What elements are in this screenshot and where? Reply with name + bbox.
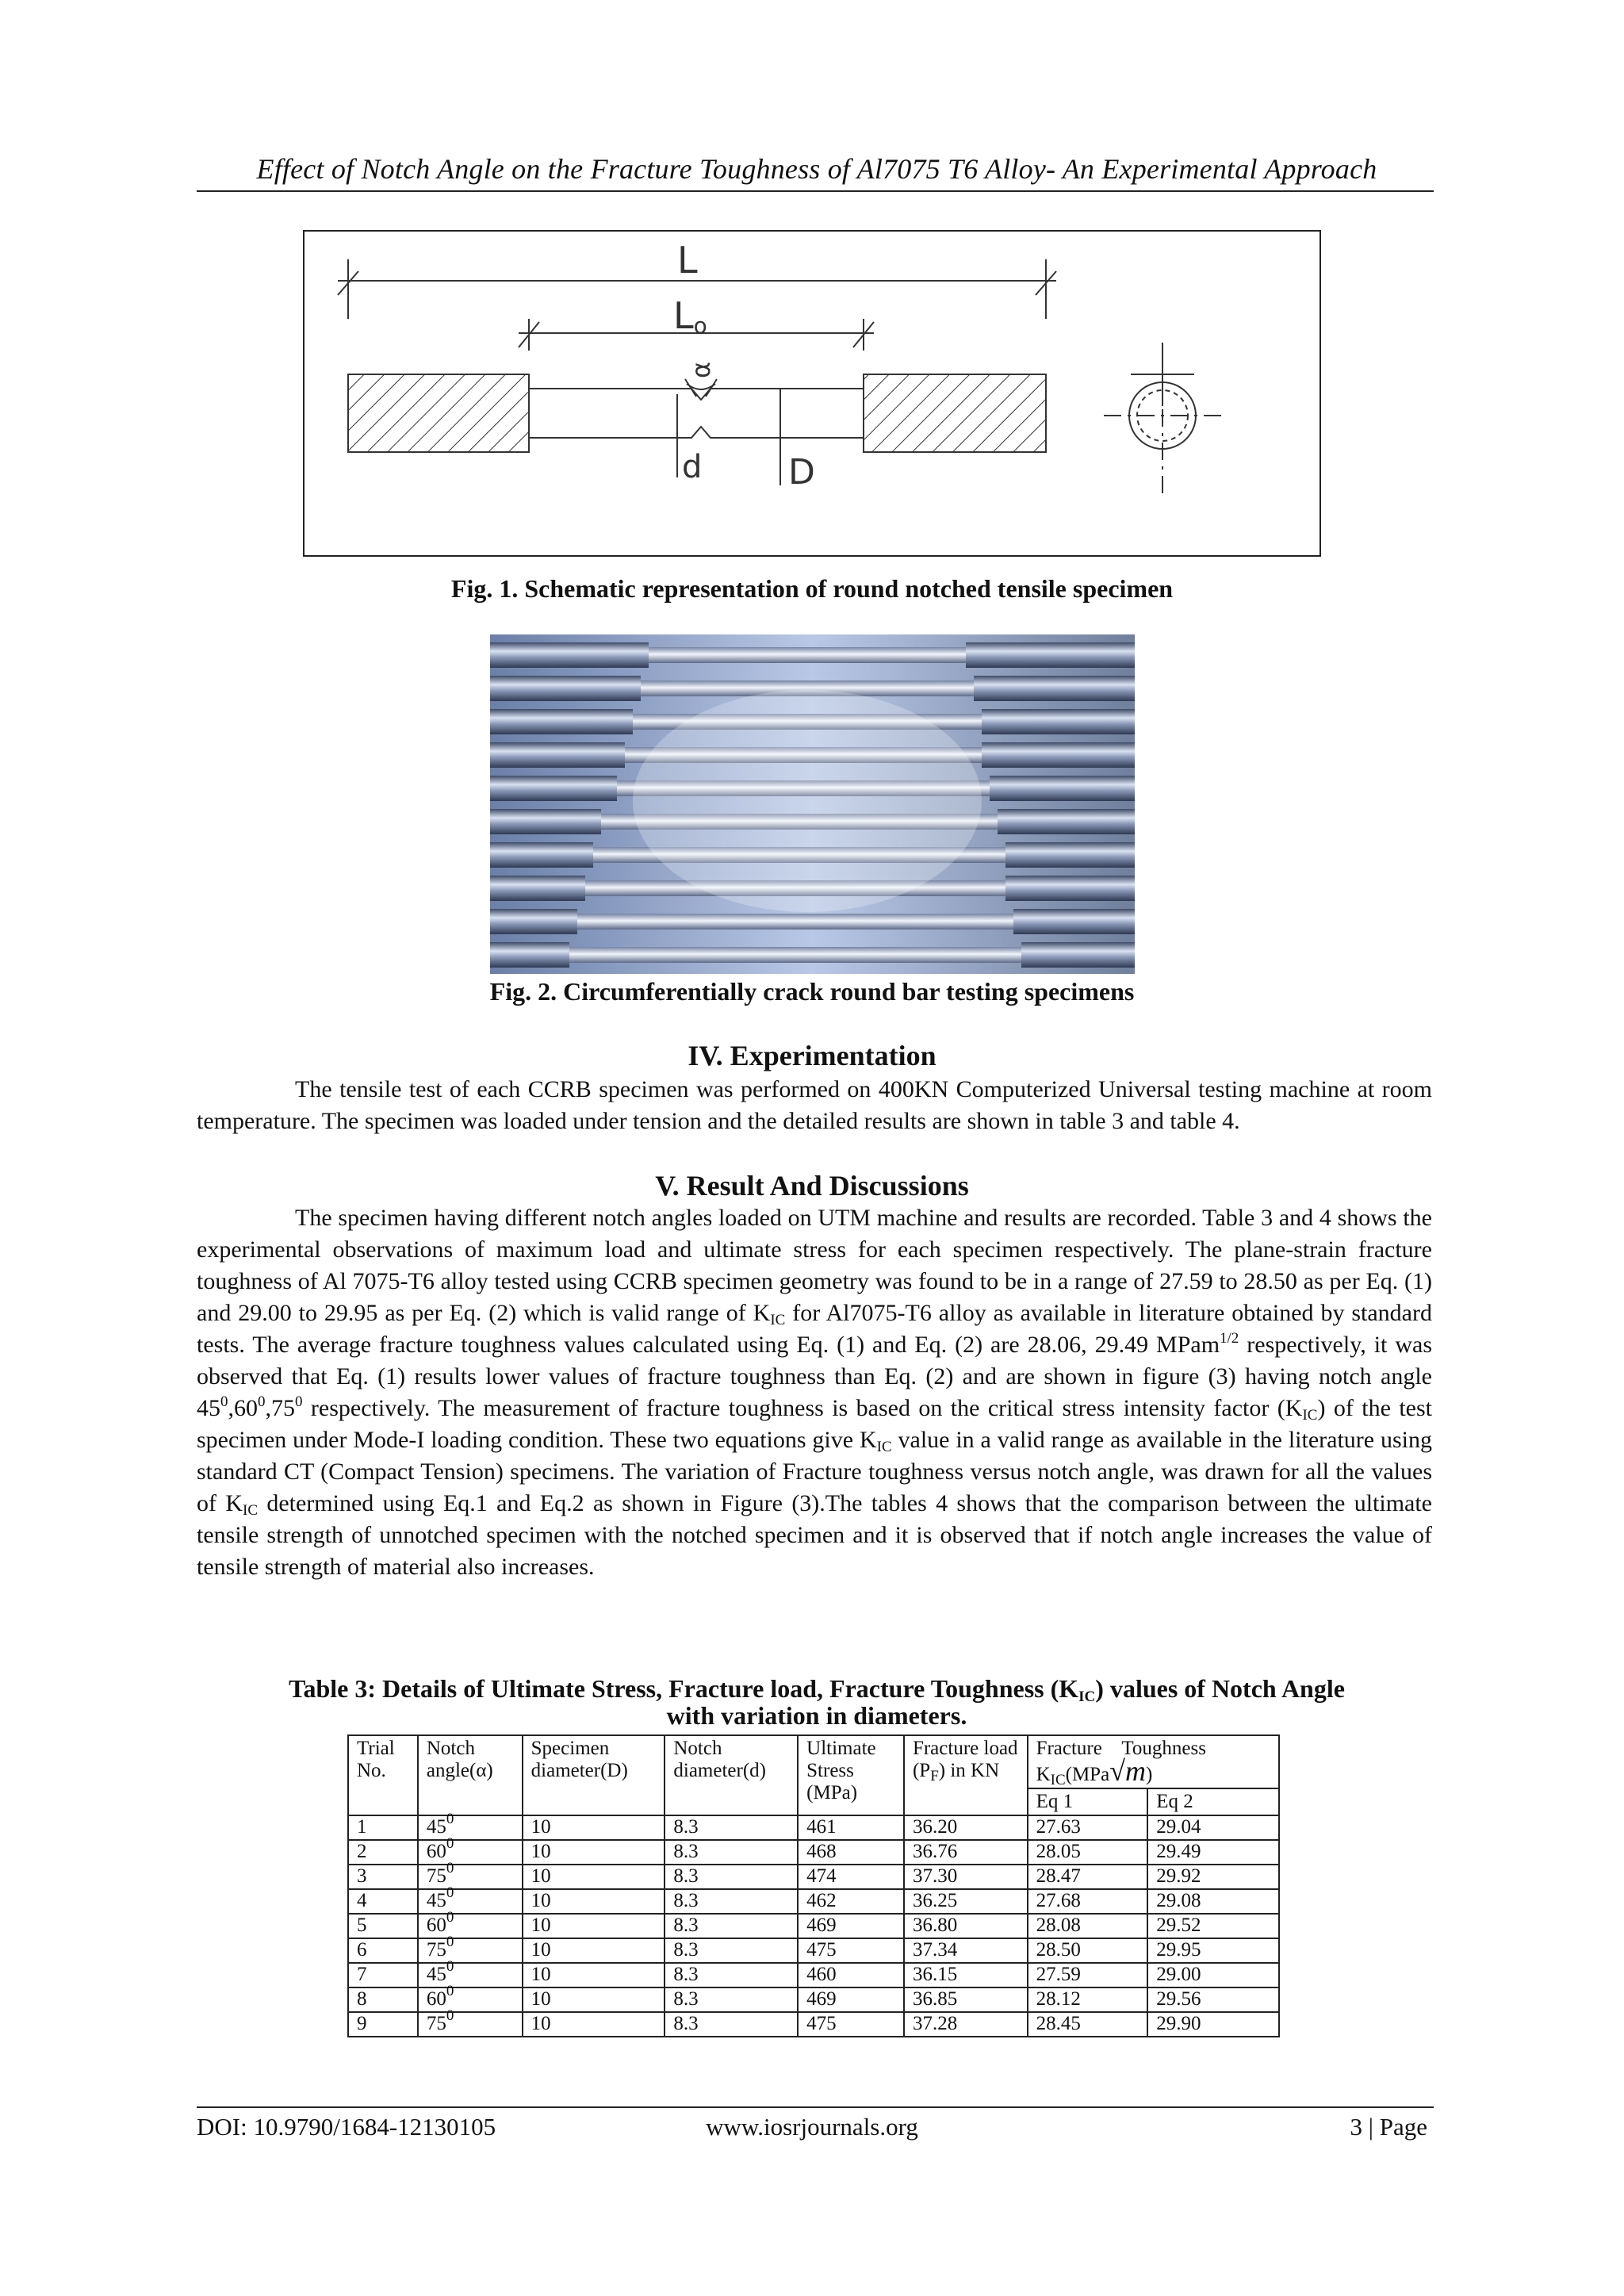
cell-trial: 1	[348, 1815, 418, 1840]
cell-load: 37.30	[904, 1865, 1028, 1889]
cell-load: 37.28	[904, 2012, 1028, 2037]
cell-load: 36.80	[904, 1914, 1028, 1938]
cell-eq2: 29.52	[1147, 1914, 1279, 1938]
header-notch-diameter: Notch diameter(d)	[665, 1735, 798, 1815]
label-L: L	[677, 239, 698, 282]
label-Lo: Lo	[673, 294, 707, 339]
cell-d: 8.3	[665, 1914, 798, 1938]
cell-angle: $60^0$	[418, 1914, 523, 1938]
specimen-schematic-drawing	[304, 232, 1320, 555]
cell-D: 10	[523, 1865, 665, 1889]
cell-trial: 2	[348, 1840, 418, 1865]
cell-stress: 469	[798, 1914, 904, 1938]
label-D: D	[788, 452, 815, 493]
header-notch-angle: Notch angle(α)	[418, 1735, 523, 1815]
cell-eq2: 29.92	[1147, 1865, 1279, 1889]
figure-2-caption: Fig. 2. Circumferentially crack round bar testing specimens	[489, 977, 1135, 1006]
cell-eq2: 29.95	[1147, 1938, 1279, 1963]
header-ultimate-stress: Ultimate Stress (MPa)	[798, 1735, 904, 1815]
cell-D: 10	[523, 1987, 665, 2012]
cell-d: 8.3	[665, 1938, 798, 1963]
cell-stress: 468	[798, 1840, 904, 1865]
section-4-paragraph: The tensile test of each CCRB specimen was performed on 400KN Computerized Universal testing machine at room temperature. The specimen was loaded under tension and the detailed results are shown in table 3 and table 4.	[197, 1076, 1432, 1134]
table-row	[348, 1889, 1279, 1914]
figure-1-caption: Fig. 1. Schematic representation of round notched tensile specimen	[450, 574, 1174, 603]
footer-website[interactable]: www.iosrjournals.org	[706, 2113, 918, 2141]
cell-load: 37.34	[904, 1938, 1028, 1963]
cell-D: 10	[523, 1938, 665, 1963]
cell-D: 10	[523, 1840, 665, 1865]
cell-d: 8.3	[665, 1963, 798, 1987]
table-row	[348, 1815, 1279, 1840]
table-row	[348, 1914, 1279, 1938]
cell-eq2: 29.56	[1147, 1987, 1279, 2012]
cell-load: 36.76	[904, 1840, 1028, 1865]
cell-d: 8.3	[665, 2012, 798, 2037]
running-header-title: Effect of Notch Angle on the Fracture Toughness of Al7075 T6 Alloy- An Experimental Approach	[256, 153, 1377, 185]
table-row	[348, 1840, 1279, 1865]
cell-eq1: 28.47	[1028, 1865, 1148, 1889]
cell-trial: 7	[348, 1963, 418, 1987]
cell-angle: $45^0$	[418, 1889, 523, 1914]
cell-eq2: 29.90	[1147, 2012, 1279, 2037]
cell-angle: $75^0$	[418, 1938, 523, 1963]
cell-angle: $60^0$	[418, 1840, 523, 1865]
footer-page-number: 3 | Page	[1350, 2113, 1427, 2141]
header-specimen-diameter: Specimen diameter(D)	[523, 1735, 665, 1815]
header-trial: Trial No.	[348, 1735, 418, 1815]
cell-d: 8.3	[665, 1815, 798, 1840]
cell-eq1: 27.63	[1028, 1815, 1148, 1840]
table-row	[348, 1963, 1279, 1987]
cell-stress: 475	[798, 1938, 904, 1963]
cell-angle: $45^0$	[418, 1815, 523, 1840]
table-row	[348, 1987, 1279, 2012]
cell-eq1: 28.08	[1028, 1914, 1148, 1938]
cell-eq1: 27.68	[1028, 1889, 1148, 1914]
cell-angle: $75^0$	[418, 2012, 523, 2037]
label-d: d	[682, 449, 703, 485]
cell-D: 10	[523, 1815, 665, 1840]
cell-stress: 460	[798, 1963, 904, 1987]
cell-trial: 6	[348, 1938, 418, 1963]
cell-d: 8.3	[665, 1987, 798, 2012]
header-fracture-toughness: Fracture Toughness $K_{IC}(MPa√m)$	[1028, 1735, 1279, 1788]
cell-eq1: 28.45	[1028, 2012, 1148, 2037]
cell-angle: $45^0$	[418, 1963, 523, 1987]
cell-D: 10	[523, 1889, 665, 1914]
cell-load: 36.15	[904, 1963, 1028, 1987]
cell-angle: $60^0$	[418, 1987, 523, 2012]
cell-trial: 4	[348, 1889, 418, 1914]
header-eq1: Eq 1	[1028, 1788, 1148, 1815]
table-3	[347, 1734, 1280, 2037]
cell-d: 8.3	[665, 1865, 798, 1889]
cell-eq1: 28.50	[1028, 1938, 1148, 1963]
cell-stress: 474	[798, 1865, 904, 1889]
cell-trial: 9	[348, 2012, 418, 2037]
figure-1-schematic	[303, 230, 1321, 557]
cell-d: 8.3	[665, 1889, 798, 1914]
cell-load: 36.85	[904, 1987, 1028, 2012]
cell-eq2: 29.00	[1147, 1963, 1279, 1987]
table-header-row	[348, 1735, 1279, 1788]
specimens-photo-illustration	[490, 634, 1135, 974]
cell-eq1: 28.12	[1028, 1987, 1148, 2012]
section-4-heading: IV. Experimentation	[688, 1040, 936, 1071]
sqrt-symbol: √m	[1109, 1755, 1146, 1787]
footer-doi: DOI: 10.9790/1684-12130105	[197, 2113, 496, 2141]
header-fracture-load: Fracture load $(P_F)$ in KN	[904, 1735, 1028, 1815]
cell-trial: 3	[348, 1865, 418, 1889]
header-eq2: Eq 2	[1147, 1788, 1279, 1815]
cell-D: 10	[523, 2012, 665, 2037]
label-alpha: α	[686, 361, 716, 378]
cell-eq1: 28.05	[1028, 1840, 1148, 1865]
header-rule	[197, 190, 1434, 192]
cell-stress: 469	[798, 1987, 904, 2012]
section-5-paragraph: The specimen having different notch angles loaded on UTM machine and results are recorded. Table 3 and 4 shows the experimental observations of maximum load and ultimate stress for each specimen respectively. The plane-strain fracture toughness of Al 7075-T6 alloy tested using CCRB specimen geometry was found to be in a range of 27.59 to 28.50 as per Eq. (1) and 29.00 to 29.95 as per Eq. (2) which is valid range of $K_{IC}$ for Al7075-T6 alloy as available in literature obtained by standard tests. The average fracture toughness values calculated using Eq. (1) and Eq. (2) are 28.06, 29.49 MPam$^{1/2}$ respectively, it was observed that Eq. (1) results lower values of fracture toughness than Eq. (2) and are shown in figure (3) having notch angle $45^0,60^0,75^0$ respectively. The measurement of fracture toughness is based on the critical stress intensity factor $(K_{IC})$ of the test specimen under Mode-I loading condition. These two equations give $K_{IC}$ value in a valid range as available in the literature using standard CT (Compact Tension) specimens. The variation of Fracture toughness versus notch angle, was drawn for all the values of $K_{IC}$ determined using Eq.1 and Eq.2 as shown in Figure (3).The tables 4 shows that the comparison between the ultimate tensile strength of unnotched specimen with the notched specimen and it is observed that if notch angle increases the value of tensile strength of material also increases.	[197, 1205, 1432, 1580]
cell-D: 10	[523, 1963, 665, 1987]
cell-eq2: 29.49	[1147, 1840, 1279, 1865]
cell-D: 10	[523, 1914, 665, 1938]
cell-stress: 462	[798, 1889, 904, 1914]
cell-load: 36.25	[904, 1889, 1028, 1914]
cell-stress: 461	[798, 1815, 904, 1840]
cell-eq2: 29.08	[1147, 1889, 1279, 1914]
cell-d: 8.3	[665, 1840, 798, 1865]
footer-rule	[197, 2106, 1434, 2108]
cell-eq1: 27.59	[1028, 1963, 1148, 1987]
section-5-heading: V. Result And Discussions	[655, 1170, 969, 1202]
cell-trial: 5	[348, 1914, 418, 1938]
figure-2-specimens-photo	[490, 634, 1135, 974]
table-3-body	[348, 1811, 1279, 2037]
table-row	[348, 2012, 1279, 2037]
cell-eq2: 29.04	[1147, 1815, 1279, 1840]
cell-trial: 8	[348, 1987, 418, 2012]
cell-angle: $75^0$	[418, 1865, 523, 1889]
cell-load: 36.20	[904, 1815, 1028, 1840]
cell-stress: 475	[798, 2012, 904, 2037]
table-3-title: Table 3: Details of Ultimate Stress, Fracture load, Fracture Toughness $(K_{IC})$ values of Notch Angle with variation in diameters.	[289, 1674, 1345, 1730]
table-row	[348, 1865, 1279, 1889]
table-row	[348, 1938, 1279, 1963]
